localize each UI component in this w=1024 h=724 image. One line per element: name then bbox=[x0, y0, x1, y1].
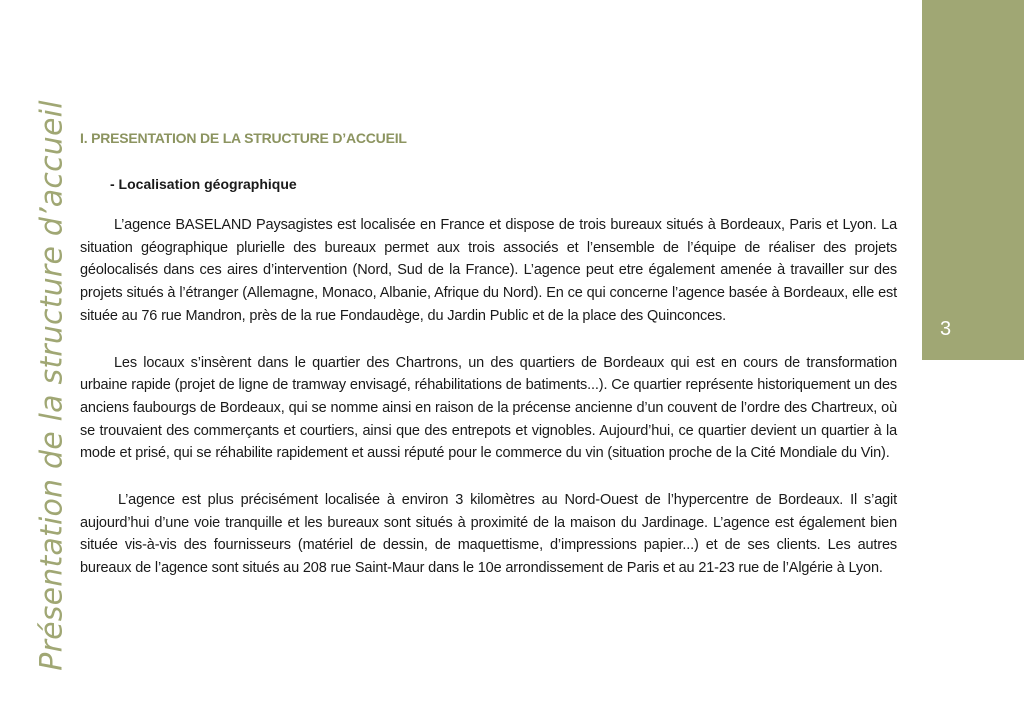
section-subtitle: - Localisation géographique bbox=[110, 176, 297, 192]
vertical-section-title bbox=[28, 99, 76, 671]
page-number-band bbox=[922, 0, 1024, 360]
paragraph-localisation: L’agence BASELAND Paysagistes est localisée en France et dispose de trois bureaux situés à Bordeaux, Paris et Lyon. La situation géographique plurielle des bureaux permet aux trois associés et l’ensemble de l’équipe de réaliser des projets géolocalisés dans ces aires d’intervention (Nord, Sud de la France). L’agence peut etre également amenée à travailler sur des projets situés à l’étranger (Allemagne, Monaco, Albanie, Afrique du Nord). En ce qui concerne l’agence basée à Bordeaux, elle est située au 76 rue Mandron, près de la rue Fondaudège, du Jardin Public et de la place des Quinconces. bbox=[80, 217, 897, 324]
vertical-section-title-text: Présentation de la structure d’accueil bbox=[34, 99, 70, 671]
section-title: I. PRESENTATION DE LA STRUCTURE D’ACCUEIL bbox=[80, 130, 407, 146]
paragraph-precise-location: L’agence est plus précisément localisée à environ 3 kilomètres au Nord-Ouest de l’hypercentre de Bordeaux. Il s’agit aujourd’hui d’une voie tranquille et les bureaux sont situés à proximité de la maison du Jardinage. L’agence est également bien située vis-à-vis des fournisseurs (matériel de dessin, de maquettisme, d’impressions papier...) et de ses clients. Les autres bureaux de l’agence sont situés au 208 rue Saint-Maur dans le 10e arrondissement de Paris et au 21-23 rue de l’Algérie à Lyon. bbox=[80, 492, 897, 577]
page-number: 3 bbox=[940, 318, 952, 340]
paragraph-chartrons: Les locaux s’insèrent dans le quartier des Chartrons, un des quartiers de Bordeaux qui est en cours de transformation urbaine rapide (projet de ligne de tramway envisagé, réhabilitations de batiments...). Ce quartier représente historiquement un des anciens faubourgs de Bordeaux, qui se nomme ainsi en raison de la précense ancienne d’un couvent de l’ordre des Chartreux, où se trouvaient des commerçants et courtiers, ainsi que des entrepots et vignobles. Aujourd’hui, ce quartier devient un quartier à la mode et prisé, qui se réhabilite rapidement et aussi réputé pour le commerce du vin (situation proche de la Cité Mondiale du Vin). bbox=[80, 354, 897, 462]
page-content bbox=[80, 130, 897, 580]
